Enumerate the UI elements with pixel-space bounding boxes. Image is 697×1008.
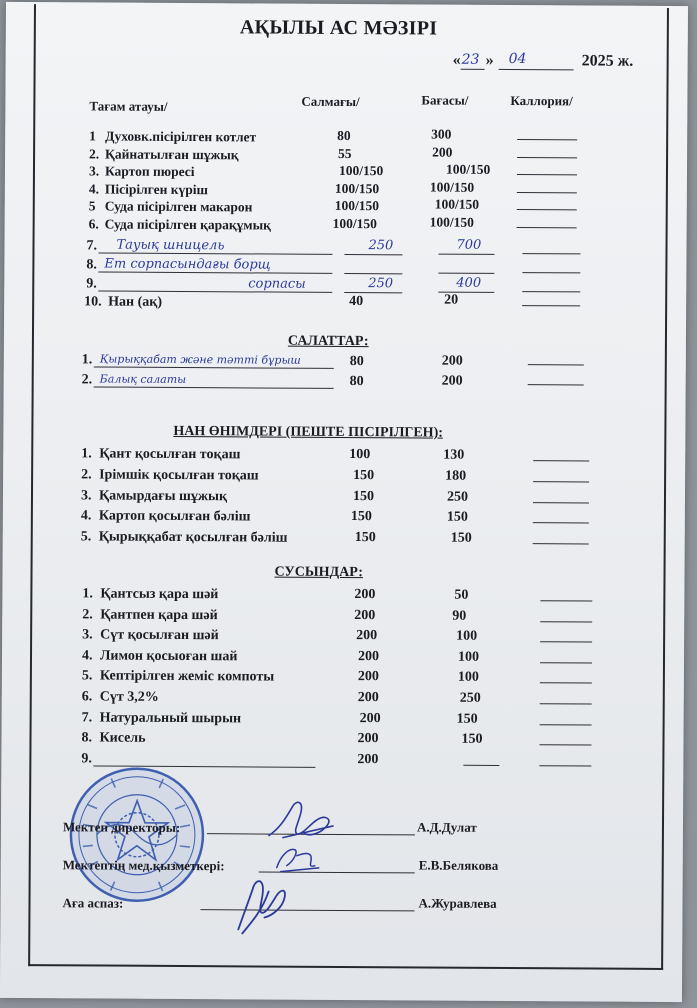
bread-item-num: 10. xyxy=(84,294,102,310)
main-item-weight: 100/150 xyxy=(334,180,380,196)
salad-item-price: 200 xyxy=(441,373,463,389)
drink-item-name: Қантсыз қара шәй xyxy=(100,586,219,603)
drink-item-weight: 200 xyxy=(357,731,379,747)
bakery-item-num: 4. xyxy=(80,508,92,524)
header-calories: Каллория/ xyxy=(510,93,573,109)
drink-item-num: 3. xyxy=(82,627,93,643)
bakery-item-name: Ірімшік қосылған тоқаш xyxy=(99,467,259,484)
drink-item-num: 7. xyxy=(81,709,93,726)
bakery-item-price: 250 xyxy=(446,489,469,505)
menu-sheet xyxy=(0,2,688,1002)
bakery-item-name: Қант қосылған тоқаш xyxy=(99,446,241,463)
drink-item-weight: 200 xyxy=(357,648,380,665)
drink-item-name: Натуральный шырын xyxy=(99,710,242,726)
drink-item-name: Лимон қосыоған шай xyxy=(99,648,238,665)
hw-item-price: 400 xyxy=(456,275,482,291)
drink-item-price: 100 xyxy=(456,628,478,644)
main-item-name: Духовк.пісірілген котлет xyxy=(105,128,257,145)
salad-item-name: Қырыққабат және тәтті бұрыш xyxy=(99,352,301,367)
director-label: Мектеп директоры: xyxy=(62,819,181,835)
main-item-name: Суда пісірілген макарон xyxy=(104,198,253,215)
bakery-item-price: 150 xyxy=(446,510,468,526)
chef-label: Аға аспаз: xyxy=(62,895,124,911)
bakery-item-num: 1. xyxy=(81,446,92,462)
drink-item-price: 250 xyxy=(459,690,481,706)
salads-title: САЛАТТАР: xyxy=(287,333,369,350)
header-weight: Салмағы/ xyxy=(301,93,360,110)
main-item-price: 100/150 xyxy=(429,214,474,230)
hw-item-num: 9. xyxy=(86,276,97,292)
header-price: Бағасы/ xyxy=(421,92,469,108)
date-open-quote: « xyxy=(452,51,461,69)
bakery-item-price: 130 xyxy=(443,447,465,463)
drink-item-num: 8. xyxy=(81,730,93,746)
main-item-name: Картоп пюресі xyxy=(104,163,195,180)
main-item-price: 100/150 xyxy=(445,161,491,178)
bakery-item-weight: 150 xyxy=(353,467,375,483)
hw-item-num: 8. xyxy=(86,257,97,273)
bakery-item-weight: 150 xyxy=(354,530,376,546)
bakery-item-price: 150 xyxy=(450,530,472,546)
hw-item-weight: 250 xyxy=(368,238,394,254)
drink-item-price: 100 xyxy=(457,649,480,665)
hw-item-weight: 250 xyxy=(368,276,394,292)
main-item-price: 100/150 xyxy=(434,196,480,213)
drink-item-price: 50 xyxy=(454,587,469,603)
bakery-item-num: 3. xyxy=(80,487,92,504)
salad-item-weight: 80 xyxy=(349,374,364,390)
main-item-weight: 80 xyxy=(337,127,351,144)
bread-item-weight: 40 xyxy=(349,294,364,310)
bakery-item-price: 180 xyxy=(445,468,467,484)
date-month: 04 xyxy=(508,50,527,68)
nurse-name: Е.В.Белякова xyxy=(418,857,499,873)
drink-item-name: Қантпен қара шәй xyxy=(100,607,218,623)
chef-name: А.Журавлева xyxy=(418,895,497,911)
drink-item-weight: 200 xyxy=(357,751,379,768)
main-item-num: 3. xyxy=(88,163,100,179)
hw-item-num: 7. xyxy=(86,238,98,254)
bakery-item-weight: 150 xyxy=(350,509,372,525)
drink-item-weight: 200 xyxy=(357,690,379,706)
director-signature xyxy=(263,798,343,844)
drinks-title: СУСЫНДАР: xyxy=(274,564,364,581)
main-item-name: Қайнатылған шұжық xyxy=(105,146,239,162)
drink-item-weight: 200 xyxy=(356,628,378,644)
main-item-price: 300 xyxy=(431,126,452,142)
bakery-item-num: 2. xyxy=(81,467,92,483)
date-day: 23 xyxy=(461,51,480,68)
main-item-weight: 55 xyxy=(338,145,352,161)
main-item-price: 200 xyxy=(432,144,453,160)
hw-item-name: сорпасы xyxy=(248,276,306,292)
drink-item-name: Кисель xyxy=(99,730,146,746)
bakery-item-weight: 100 xyxy=(349,447,371,463)
drink-item-price: 100 xyxy=(457,670,479,686)
drink-item-price: 150 xyxy=(461,731,483,748)
main-item-weight: 100/150 xyxy=(332,215,377,232)
salad-item-num: 2. xyxy=(81,372,93,388)
drink-item-weight: 200 xyxy=(359,710,381,726)
drink-item-weight: 200 xyxy=(357,669,379,685)
main-item-name: Суда пісірілген қарақұмық xyxy=(104,216,272,233)
date-year: 2025 ж. xyxy=(581,52,634,70)
main-item-num: 6. xyxy=(88,216,99,232)
drink-item-name: Сүт 3,2% xyxy=(99,689,159,705)
header-name: Тағам атауы/ xyxy=(89,98,168,114)
salad-item-name: Балық салаты xyxy=(99,372,187,387)
main-item-weight: 100/150 xyxy=(334,198,380,214)
main-item-num: 5 xyxy=(88,198,96,214)
drink-item-price-line xyxy=(463,765,499,766)
drink-item-price: 90 xyxy=(452,608,467,624)
salad-item-weight: 80 xyxy=(349,354,364,370)
main-item-num: 4. xyxy=(88,181,100,197)
hw-item-name: Ет сорпасындағы борщ xyxy=(104,256,271,273)
hw-item-name: Тауық шницель xyxy=(116,237,225,254)
main-item-num: 2. xyxy=(89,146,100,162)
main-item-num: 1 xyxy=(89,128,96,144)
drink-item-name: Кептірілген жеміс компоты xyxy=(99,668,275,685)
bakery-item-num: 5. xyxy=(80,529,92,545)
main-item-price: 100/150 xyxy=(429,179,475,195)
drink-item-num: 4. xyxy=(81,648,93,664)
director-name: А.Д.Дулат xyxy=(416,819,477,835)
drink-item-price: 150 xyxy=(456,711,478,727)
drink-item-num: 6. xyxy=(81,689,93,705)
nurse-label: Мектептің мед.қызметкері: xyxy=(62,857,225,874)
chef-signature xyxy=(228,871,292,937)
main-item-weight: 100/150 xyxy=(338,163,384,179)
drink-item-num: 5. xyxy=(81,668,93,684)
bakery-title: НАН ӨНІМДЕРІ (ПЕШТЕ ПІСІРІЛГЕН): xyxy=(173,423,443,441)
drink-item-weight: 200 xyxy=(354,607,376,623)
drink-item-name: Сүт қосылған шәй xyxy=(100,627,219,644)
menu-title: АҚЫЛЫ АС МӘЗІРІ xyxy=(239,16,438,40)
bread-item-price: 20 xyxy=(444,292,459,308)
bread-item-name: Нан (ақ) xyxy=(108,294,163,310)
hw-item-price: 700 xyxy=(456,237,482,253)
bakery-item-weight: 150 xyxy=(352,488,375,504)
salad-item-price: 200 xyxy=(441,353,463,369)
bakery-item-name: Картоп қосылған бәліш xyxy=(98,508,251,525)
drink-item-num: 9. xyxy=(81,751,92,767)
salad-item-num: 1. xyxy=(81,352,93,368)
main-item-name: Пісірілген күріш xyxy=(104,181,209,197)
drink-item-num: 2. xyxy=(82,606,93,623)
drink-item-weight: 200 xyxy=(354,587,376,603)
bakery-item-name: Қырыққабат қосылған бәліш xyxy=(98,529,288,546)
bakery-item-name: Қамырдағы шұжық xyxy=(98,488,228,504)
drink-item-num: 1. xyxy=(82,586,93,602)
date-close-quote: » xyxy=(485,51,494,69)
